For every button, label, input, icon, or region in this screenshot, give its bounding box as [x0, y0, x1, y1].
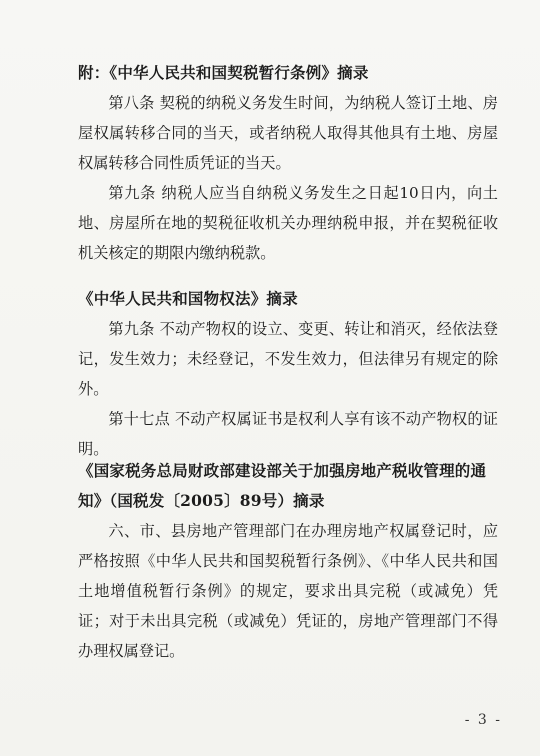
section-heading-line-2: 知》（国税发〔2005〕89号）摘录: [78, 491, 325, 510]
section-heading: 《中华人民共和国物权法》摘录: [78, 289, 298, 308]
section-heading-line-1: 《国家税务总局财政部建设部关于加强房地产税收管理的通: [78, 461, 487, 480]
paragraph-item-6: 六、市、县房地产管理部门在办理房地产权属登记时，应严格按照《中华人民共和国契税暂行条例》、《中华人民共和国土地增值税暂行条例》的规定，要求出具完税（或减免）凭证；对于未出具完税（或减免）凭证的，房地产管理部门不得办理权属登记。: [78, 522, 498, 660]
section-heading: 附：《中华人民共和国契税暂行条例》摘录: [78, 63, 369, 82]
section-deed-tax-regulation: [78, 58, 498, 268]
paragraph-article-8: 第八条 契税的纳税义务发生时间，为纳税人签订土地、房屋权属转移合同的当天，或者纳税人取得其他具有土地、房屋权属转移合同性质凭证的当天。: [78, 94, 498, 172]
section-tax-notice: [78, 456, 498, 666]
paragraph-article-9: 第九条 纳税人应当自纳税义务发生之日起10日内，向土地、房屋所在地的契税征收机关办理纳税申报，并在契税征收机关核定的期限内缴纳税款。: [78, 184, 498, 262]
page-number: - 3 -: [464, 712, 502, 728]
section-property-law: [78, 284, 498, 464]
paragraph-article-9: 第九条 不动产物权的设立、变更、转让和消灭，经依法登记，发生效力；未经登记，不发生效力，但法律另有规定的除外。: [78, 320, 498, 398]
paragraph-article-17: 第十七点 不动产权属证书是权利人享有该不动产物权的证明。: [78, 410, 498, 458]
